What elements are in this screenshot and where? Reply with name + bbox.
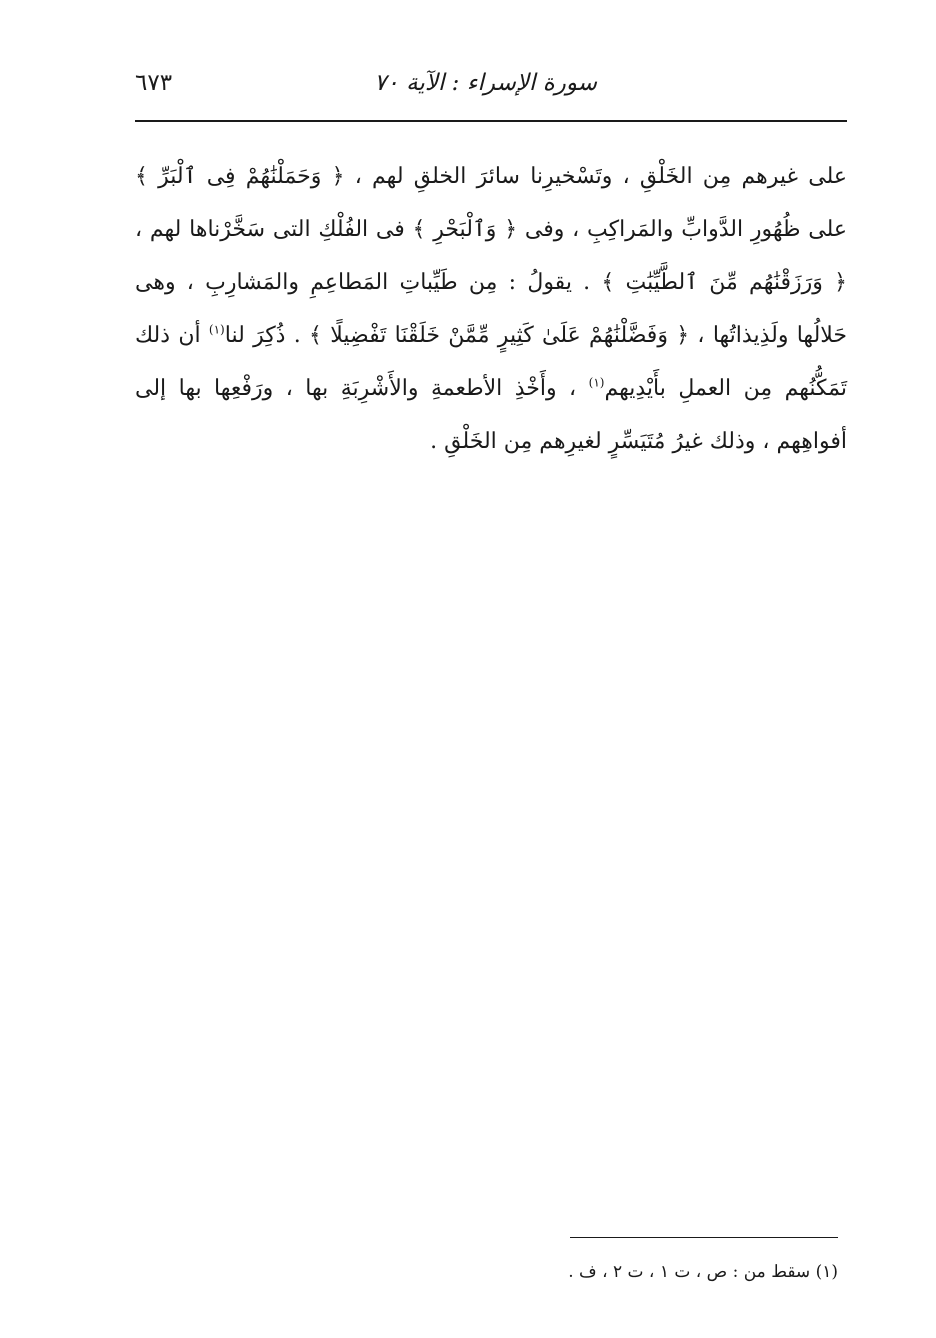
main-text	[135, 150, 847, 468]
footnote-divider	[570, 1237, 838, 1238]
text-segment-1: على غيرهم مِن الخَلْقِ ، وتَسْخيرِنا سائرَ الخلقِ لهم ، ﴿ وَحَمَلْنَٰهُمْ فِى ٱلْبَرِّ ﴾ على ظُهُورِ الدَّوابِّ والمَراكِبِ ، وفى ﴿ وَٱلْبَحْرِ ﴾ فى الفُلْكِ التى سَخَّرْناها لهم ، ﴿ وَرَزَقْنَٰهُم مِّنَ ٱلطَّيِّبَٰتِ ﴾ . يقولُ : مِن طَيِّباتِ المَطاعِمِ والمَشارِبِ ، وهى حَلالُها ولَذِيذاتُها ، ﴿ وَفَضَّلْنَٰهُمْ عَلَىٰ كَثِيرٍ مِّمَّنْ خَلَقْنَا تَفْضِيلًا ﴾ . ذُكِرَ لنا	[135, 164, 848, 348]
header-divider	[135, 120, 847, 122]
page-number: ٦٧٣	[135, 70, 173, 96]
text-segment-3: ، وأَخْذِ الأطعمةِ والأَشْرِبَةِ بها ، ورَفْعِها بها إلى أفواهِهم ، وذلك	[135, 376, 847, 454]
running-title: سورة الإسراء : الآية ٧٠	[374, 70, 597, 96]
footnote: (١) سقط من : ص ، ت ١ ، ت ٢ ، ف .	[568, 1262, 838, 1282]
text-last-line: غيرُ مُتَيَسِّرٍ لغيرِهم مِن الخَلْقِ .	[430, 429, 703, 454]
footnote-reference: (١)	[208, 322, 225, 337]
page-header	[135, 66, 847, 106]
footnote-reference: (١)	[588, 375, 605, 390]
text-segment-2: أن ذلك تَمَكُّنُهم مِن العملِ بأَيْدِيهم	[135, 323, 847, 401]
